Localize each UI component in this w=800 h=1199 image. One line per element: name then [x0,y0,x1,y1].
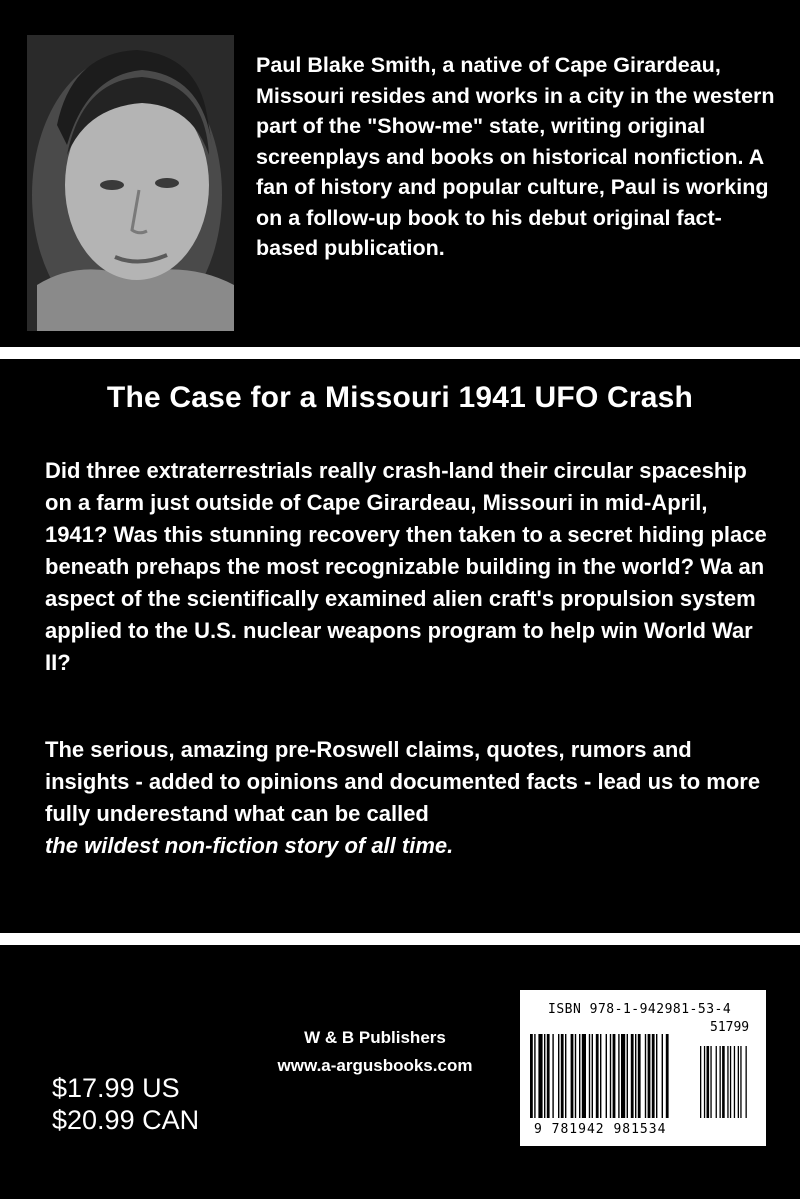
barcode-bar [621,1034,625,1118]
author-bio: Paul Blake Smith, a native of Cape Girardeau, Missouri resides and works in a city in the western part of the "Show-me" state, writing original screenplays and books on historical nonfiction. A fan of history and popular culture, Paul is working on a follow-up book to his debut original fact-based publication. [256,53,775,260]
barcode-bar [606,1034,607,1118]
barcode-bar [600,1034,601,1118]
barcode-addon-bar [740,1046,741,1118]
ean-digits: 9 781942 981534 [534,1122,667,1137]
barcode-bar [561,1034,564,1118]
barcode-bar [571,1034,574,1118]
barcode-bar [589,1034,590,1118]
barcode-bar [544,1034,545,1118]
blurb-tagline: the wildest non-fiction story of all time. [45,833,454,858]
barcode-bar [645,1034,646,1118]
book-title: The Case for a Missouri 1941 UFO Crash [106,381,694,414]
barcode-bar [656,1034,657,1118]
price-us: $17.99 US [52,1073,180,1103]
author-photo [27,35,234,331]
price-code: 51799 [710,1020,750,1035]
barcode-bar [596,1034,599,1118]
barcode-bar [652,1034,655,1118]
barcode-bar [662,1034,663,1118]
barcode-addon-bar [720,1046,721,1118]
barcode-addon-bar [710,1046,711,1118]
divider-top [0,347,800,359]
isbn-label: ISBN 978-1-942981-53-4 [548,1002,732,1017]
barcode-bar [547,1034,550,1118]
barcode-bar [579,1034,580,1118]
barcode-addon-bar [746,1046,747,1118]
barcode-addon-bar [700,1046,701,1118]
barcode-box [520,990,766,1146]
barcode-bar [618,1034,619,1118]
barcode-bar [638,1034,641,1118]
barcode-addon-bar [716,1046,717,1118]
barcode-bar [666,1034,669,1118]
barcode-bar [631,1034,634,1118]
barcode-addon-bar [722,1046,725,1118]
author-portrait-image [27,35,234,331]
barcode-icon [530,1034,756,1122]
barcode-addon-bar [704,1046,705,1118]
barcode-bar [610,1034,611,1118]
publisher-name: W & B Publishers [304,1028,446,1047]
barcode-addon-bar [734,1046,735,1118]
blurb-paragraph-2-text: The serious, amazing pre-Roswell claims, quotes, rumors and insights - added to opinions and documented facts - lead us to more fully underestand what can be called [45,737,761,826]
barcode-bar [565,1034,566,1118]
publisher-block [240,1024,510,1080]
barcode-bar [552,1034,553,1118]
barcode-bar [635,1034,636,1118]
barcode-addon-bar [730,1046,731,1118]
blurb-paragraph-1: Did three extraterrestrials really crash-land their circular spaceship on a farm just outside of Cape Girardeau, Missouri in mid-April, 1941? Was this stunning recovery then taken to a secret hiding place beneath prehaps the most recognizable building in the world? Wa an aspect of the scientifically examined alien craft's propulsion system applied to the U.S. nuclear weapons program to help win World War II? [45,458,767,675]
barcode-bar [538,1034,542,1118]
barcode-addon-bar [707,1046,710,1118]
barcode-addon-bar [738,1046,739,1118]
barcode-bar [592,1034,593,1118]
barcode-addon-bar [727,1046,728,1118]
price-block [52,1072,199,1136]
blurb-paragraph-2 [45,734,775,862]
barcode-bar [648,1034,651,1118]
price-can: $20.99 CAN [52,1105,200,1135]
barcode-bar [613,1034,616,1118]
barcode-bar [575,1034,576,1118]
divider-bottom [0,933,800,945]
publisher-url: www.a-argusbooks.com [277,1056,473,1075]
barcode-bar [627,1034,628,1118]
barcode-bar [558,1034,559,1118]
barcode-bar [530,1034,533,1118]
barcode-bar [582,1034,586,1118]
barcode-bar [534,1034,535,1118]
